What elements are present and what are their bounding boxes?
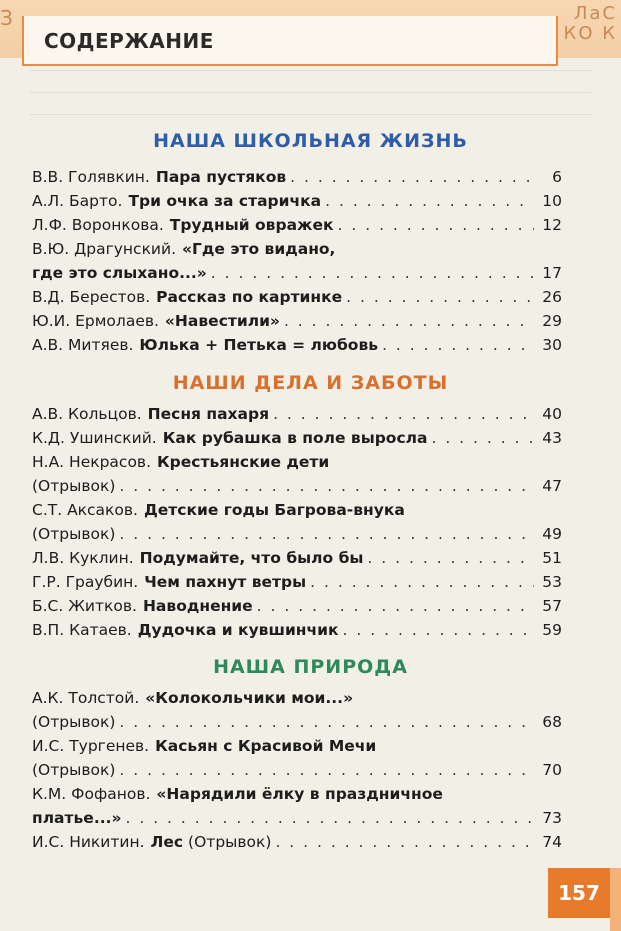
toc-entry[interactable]: [32, 594, 562, 618]
leader-dots: [273, 402, 534, 426]
entry-page: 26: [542, 288, 562, 306]
entry-author: А.В. Кольцов.: [32, 405, 142, 423]
toc-entry[interactable]: [32, 570, 562, 594]
entry-title-continuation: платье...»: [32, 809, 122, 827]
entry-page: 6: [552, 168, 562, 186]
leader-dots: [275, 830, 534, 854]
entry-title: Три очка за старичка: [128, 192, 322, 210]
section-heading-school-life: НАША ШКОЛЬНАЯ ЖИЗНЬ: [153, 130, 468, 152]
entry-title: Дудочка и кувшинчик: [137, 621, 339, 639]
entry-author: В.В. Голявкин.: [32, 168, 150, 186]
toc-entry[interactable]: [32, 309, 562, 333]
toc-entry[interactable]: [32, 734, 562, 758]
entry-page: 68: [542, 713, 562, 731]
toc-entry[interactable]: [32, 426, 562, 450]
leader-dots: [431, 426, 534, 450]
leader-dots: [343, 618, 534, 642]
entry-title: Крестьянские дети: [157, 453, 330, 471]
entry-title: «Нарядили ёлку в праздничное: [156, 785, 443, 803]
entry-page: 74: [542, 833, 562, 851]
toc-entry-continuation[interactable]: [32, 806, 562, 830]
toc-entry[interactable]: [32, 546, 562, 570]
toc-entry[interactable]: [32, 402, 562, 426]
entry-author: Б.С. Житков.: [32, 597, 137, 615]
entry-page: 40: [542, 405, 562, 423]
toc-entry[interactable]: [32, 686, 562, 710]
leader-dots: [119, 710, 534, 734]
leader-dots: [310, 570, 534, 594]
leader-dots: [290, 165, 534, 189]
entry-page: 57: [542, 597, 562, 615]
entry-title: Рассказ по картинке: [156, 288, 343, 306]
leader-dots: [126, 806, 535, 830]
entry-author: Л.Ф. Воронкова.: [32, 216, 164, 234]
entry-title: «Навестили»: [164, 312, 280, 330]
entry-author: В.Д. Берестов.: [32, 288, 151, 306]
entry-title: Подумайте, что было бы: [139, 549, 364, 567]
entry-page: 70: [542, 761, 562, 779]
entry-page: 51: [542, 549, 562, 567]
entry-author: Н.А. Некрасов.: [32, 453, 151, 471]
leader-dots: [257, 594, 534, 618]
toc-entry[interactable]: [32, 237, 562, 261]
leader-dots: [367, 546, 534, 570]
entry-title: Детские годы Багрова-внука: [143, 501, 405, 519]
toc-entry[interactable]: [32, 830, 562, 854]
entry-author: С.Т. Аксаков.: [32, 501, 138, 519]
toc-entry[interactable]: [32, 189, 562, 213]
entry-author: В.Ю. Драгунский.: [32, 240, 177, 258]
entry-page: 43: [542, 429, 562, 447]
toc-entry[interactable]: [32, 165, 562, 189]
entry-title-continuation: (Отрывок): [32, 525, 116, 543]
entry-title-continuation: (Отрывок): [32, 477, 116, 495]
page-title: СОДЕРЖАНИЕ: [44, 29, 214, 53]
entry-title: Как рубашка в поле выросла: [162, 429, 428, 447]
entry-author: Ю.И. Ермолаев.: [32, 312, 159, 330]
entry-author: Г.Р. Граубин.: [32, 573, 139, 591]
entry-author: В.П. Катаев.: [32, 621, 132, 639]
leader-dots: [119, 758, 534, 782]
entry-page: 29: [542, 312, 562, 330]
toc-entry-continuation[interactable]: [32, 474, 562, 498]
toc-entry-continuation[interactable]: [32, 522, 562, 546]
toc-entry[interactable]: [32, 618, 562, 642]
entry-title: Касьян с Красивой Мечи: [155, 737, 377, 755]
toc-entry[interactable]: [32, 213, 562, 237]
entry-page: 49: [542, 525, 562, 543]
section-heading-nature: НАША ПРИРОДА: [213, 656, 408, 678]
entry-title-continuation: (Отрывок): [32, 761, 116, 779]
entry-author: К.Д. Ушинский.: [32, 429, 157, 447]
leader-dots: [284, 309, 534, 333]
entry-page: 47: [542, 477, 562, 495]
entry-author: А.Л. Барто.: [32, 192, 123, 210]
entry-title: «Где это видано,: [182, 240, 336, 258]
bleed-through: [30, 70, 591, 130]
toc-entry[interactable]: [32, 333, 562, 357]
entry-author: И.С. Никитин.: [32, 833, 145, 851]
entry-author: И.С. Тургенев.: [32, 737, 150, 755]
toc-entry-continuation[interactable]: [32, 710, 562, 734]
section-heading-our-deeds: НАШИ ДЕЛА И ЗАБОТЫ: [172, 372, 449, 394]
toc-entry[interactable]: [32, 285, 562, 309]
page-edge-tab: [610, 868, 621, 931]
corner-letter-left: З: [0, 6, 13, 30]
entry-author: А.В. Митяев.: [32, 336, 134, 354]
entry-title-continuation: где это слыхано...»: [32, 264, 207, 282]
entry-page: 59: [542, 621, 562, 639]
entry-page: 12: [542, 216, 562, 234]
leader-dots: [325, 189, 534, 213]
entry-title: Юлька + Петька = любовь: [139, 336, 379, 354]
entry-title: Пара пустяков: [155, 168, 287, 186]
entry-page: 30: [542, 336, 562, 354]
entry-page: 53: [542, 573, 562, 591]
entry-title: Лес: [150, 833, 184, 851]
toc-entry[interactable]: [32, 782, 562, 806]
entry-title: Трудный овражек: [169, 216, 334, 234]
entry-title: «Колокольчики мои...»: [145, 689, 354, 707]
entry-title: Песня пахаря: [147, 405, 270, 423]
entry-title-continuation: (Отрывок): [32, 713, 116, 731]
leader-dots: [338, 213, 534, 237]
toc-entry[interactable]: [32, 498, 562, 522]
leader-dots: [211, 261, 534, 285]
entry-page: 10: [542, 192, 562, 210]
toc-entry-continuation[interactable]: [32, 261, 562, 285]
toc-entry-continuation[interactable]: [32, 758, 562, 782]
corner-letters: ЛаС КО К: [563, 3, 617, 44]
entry-author: К.М. Фофанов.: [32, 785, 151, 803]
leader-dots: [382, 333, 534, 357]
page-number: 157: [548, 868, 610, 918]
toc-entry[interactable]: [32, 450, 562, 474]
leader-dots: [119, 522, 534, 546]
entry-title: Наводнение: [142, 597, 253, 615]
entry-page: 73: [542, 809, 562, 827]
leader-dots: [346, 285, 534, 309]
entry-page: 17: [542, 264, 562, 282]
entry-author: А.К. Толстой.: [32, 689, 140, 707]
entry-title-suffix: (Отрывок): [188, 833, 272, 851]
entry-title: Чем пахнут ветры: [144, 573, 307, 591]
leader-dots: [119, 474, 534, 498]
entry-author: Л.В. Куклин.: [32, 549, 134, 567]
